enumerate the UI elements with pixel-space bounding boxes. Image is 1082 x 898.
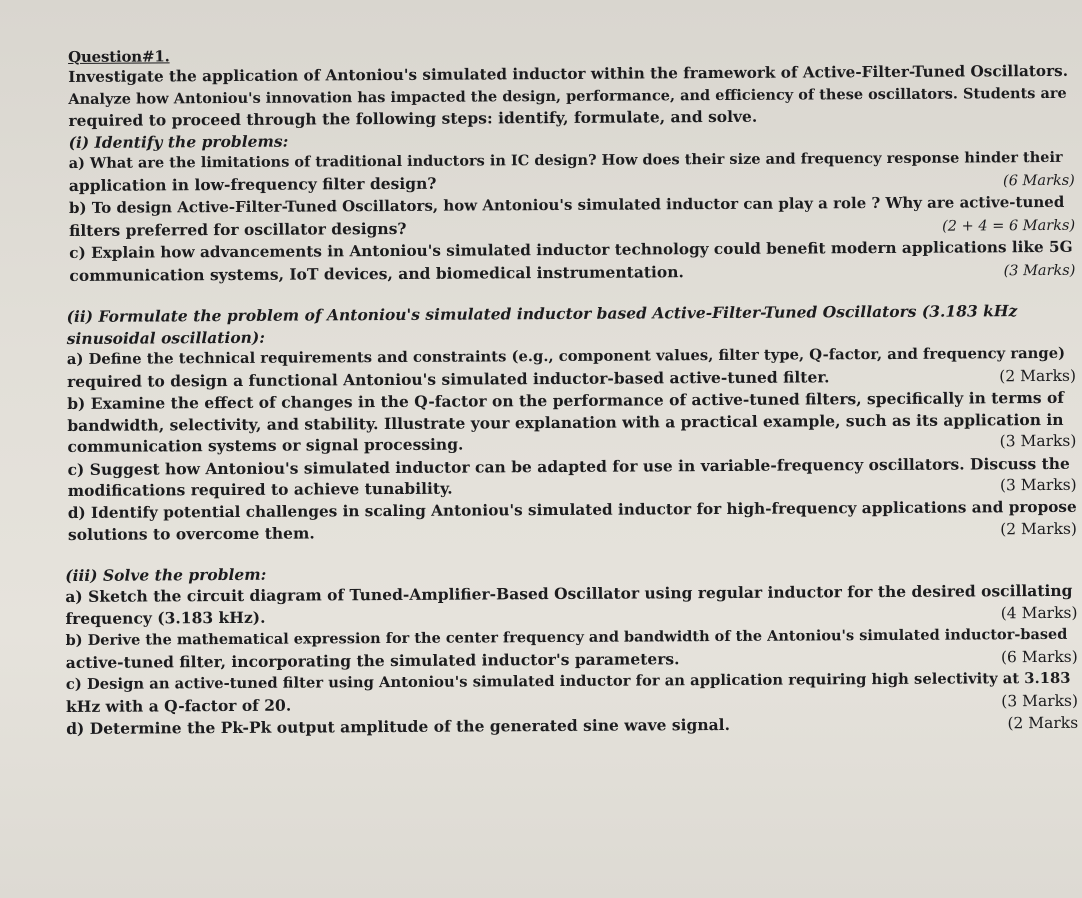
intro-line: Investigate the application of Antoniou's simulated inductor within the framework of Active-Filter-Tuned Oscillators. <box>68 61 1069 86</box>
question-c-line: c) Suggest how Antoniou's simulated inductor can be adapted for use in variable-frequency oscillators. Discuss the <box>67 453 1070 479</box>
question-d-line: d) Identify potential challenges in scaling Antoniou's simulated inductor for high-frequency applications and propose <box>67 497 1077 522</box>
section-solve <box>65 558 1078 740</box>
question-b-line: active-tuned filter, incorporating the simulated inductor's parameters. <box>65 648 680 672</box>
question-title: Question#1. <box>67 47 170 66</box>
question-b-line: communication systems or signal processing. <box>67 434 464 456</box>
section-heading: (ii) Formulate the problem of Antoniou's simulated inductor based Active-Filter-Tuned Oscillators (3.183 kHz <box>66 301 1018 326</box>
intro-paragraph <box>68 61 1074 132</box>
section-identify <box>69 125 1076 288</box>
marks-label: (2 + 4 = 6 Marks) <box>942 217 1076 235</box>
question-b-line: bandwidth, selectivity, and stability. Illustrate your explanation with a practical example, such as its application in <box>67 409 1064 435</box>
question-a-line: a) What are the limitations of traditional inductors in IC design? How does their size and frequency response hinder their <box>68 148 1063 172</box>
marks-label: (3 Marks) <box>1001 691 1079 710</box>
question-c-line: c) Explain how advancements in Antoniou's simulated inductor technology could benefit modern applications like 5G <box>69 237 1073 262</box>
section-formulate <box>67 300 1077 547</box>
question-c-line: c) Design an active-tuned filter using Antoniou's simulated inductor for an application requiring high selectivity at 3.183 <box>65 669 1071 693</box>
marks-label: (2 Marks) <box>999 366 1077 385</box>
question-c-line: communication systems, IoT devices, and biomedical instrumentation. <box>69 261 684 285</box>
marks-label: (6 Marks) <box>1000 647 1078 666</box>
marks-label: (2 Marks) <box>1000 519 1078 539</box>
question-b-line: b) Derive the mathematical expression for the center frequency and bandwidth of the Antoniou's simulated inductor-based <box>65 625 1068 649</box>
marks-label: (6 Marks) <box>1002 172 1075 189</box>
question-c-line: modifications required to achieve tunability. <box>67 478 453 500</box>
question-sheet <box>62 42 1078 741</box>
question-b-line: filters preferred for oscillator designs? <box>69 218 407 240</box>
question-b-line: b) Examine the effect of changes in the Q-factor on the performance of active-tuned filters, specifically in terms of <box>67 387 1065 413</box>
section-heading: sinusoidal oscillation): <box>66 327 266 348</box>
section-heading: (i) Identify the problems: <box>68 131 289 152</box>
question-a-line: frequency (3.183 kHz). <box>65 607 266 628</box>
marks-label: (3 Marks) <box>1003 262 1076 279</box>
marks-label: (3 Marks) <box>999 475 1077 495</box>
question-b-line: b) To design Active-Filter-Tuned Oscillators, how Antoniou's simulated inductor can play a role ? Why are active-tuned <box>68 192 1065 217</box>
question-a-line: required to design a functional Antoniou's simulated inductor-based active-tuned filter. <box>66 366 830 391</box>
question-a-line: a) Sketch the circuit diagram of Tuned-Amplifier-Based Oscillator using regular inductor for the desired oscillating <box>65 580 1073 606</box>
section-heading: (iii) Solve the problem: <box>65 564 267 585</box>
intro-line: Analyze how Antoniou's innovation has impacted the design, performance, and efficiency of these oscillators. Students are <box>68 84 1067 108</box>
intro-line: required to proceed through the following steps: identify, formulate, and solve. <box>68 106 758 130</box>
marks-label: (4 Marks) <box>1000 603 1078 622</box>
marks-label: (3 Marks) <box>999 431 1077 451</box>
question-a-line: a) Define the technical requirements and constraints (e.g., component values, filter type, Q-factor, and frequency range) <box>66 344 1066 368</box>
marks-label: (2 Marks <box>1007 713 1079 733</box>
question-d-line: solutions to overcome them. <box>67 523 315 544</box>
question-c-line: kHz with a Q-factor of 20. <box>65 695 292 716</box>
question-a-line: application in low-frequency filter design? <box>68 173 437 195</box>
question-d-line: d) Determine the Pk-Pk output amplitude of the generated sine wave signal. <box>66 714 730 738</box>
